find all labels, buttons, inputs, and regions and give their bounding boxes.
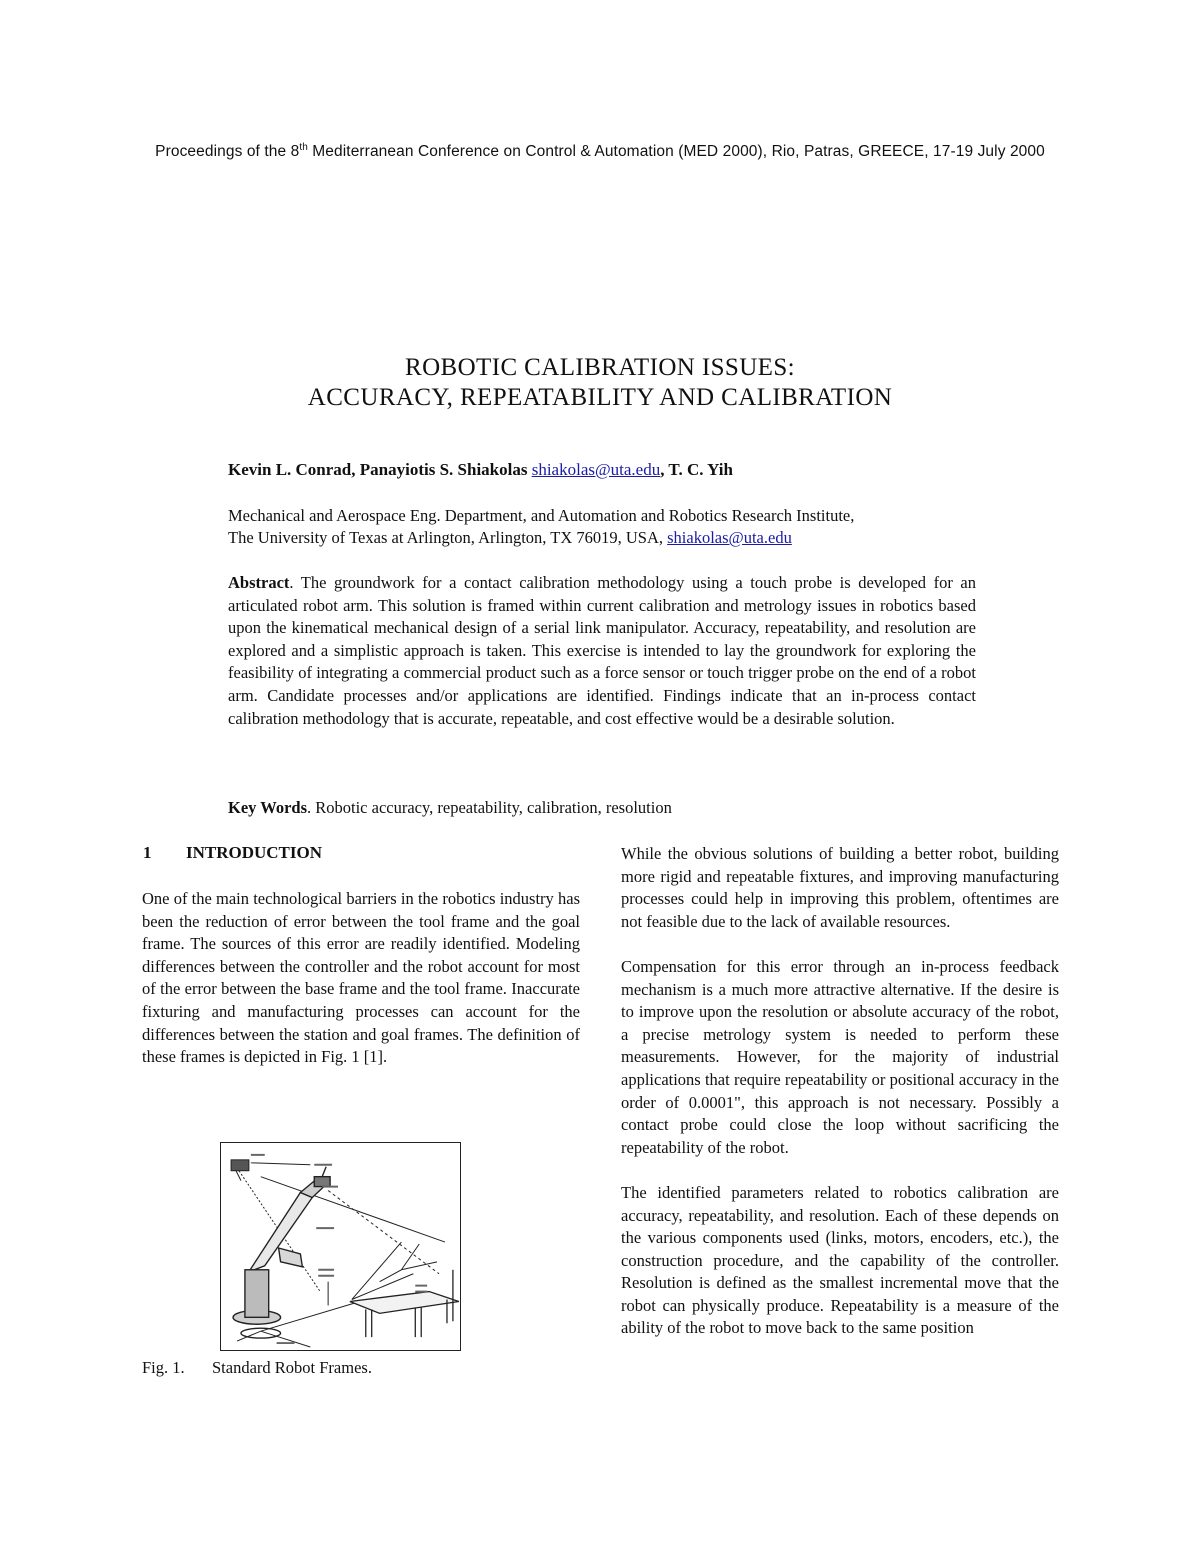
right-column [621,843,1059,1363]
section-title: INTRODUCTION [186,843,323,862]
intro-paragraph-2: While the obvious solutions of building a better robot, building more rigid and repeatable fixtures, and improving manufacturing processes could help in improving this problem, oftentimes are not feasible due to the lack of available resources. [621,844,1059,931]
running-head-end: Mediterranean Conference on Control & Automation (MED 2000), Rio, Patras, GREECE, 17-19 July 2000 [307,143,1045,161]
sight-line-dashed [328,1191,439,1274]
intro-paragraph-3: Compensation for this error through an in-process feedback mechanism is a much more attractive alternative. If the desire is to improve upon the resolution or absolute accuracy of the robot, a precise metrology system is needed to perform these measurements. However, for the majority of industrial applications that require repeatability or positional accuracy in the order of 0.0001", this approach is not necessary. Possibly a contact probe could close the loop without sacrificing the repeatability of the robot. [621,956,1059,1157]
paper-title-line-1: ROBOTIC CALIBRATION ISSUES: [405,354,795,381]
running-head-superscript: th [299,142,308,153]
author-names: Kevin L. Conrad, Panayiotis S. Shiakolas [228,460,532,479]
intro-paragraph-1: One of the main technological barriers in the robotics industry has been the reduction of error between the tool frame and the goal frame. The sources of this error are readily identified. Modeling differences between the controller and the robot account for most of the error between the base frame and the tool frame. Inaccurate fixturing and manufacturing processes can account for the differences between the station and goal frames. The definition of these frames is depicted in Fig. 1 [1]. [142,889,580,1067]
running-head [0,142,1200,161]
author-names-tail: , T. C. Yih [660,460,733,479]
abstract-text: . The groundwork for a contact calibration methodology using a touch probe is developed for an articulated robot arm. This solution is framed within current calibration and metrology issues in robotics based upon the kinematical mechanical design of a serial link manipulator. Accuracy, repeatability, and resolution are explored and a simplistic approach is taken. This exercise is intended to lay the groundwork for exploring the feasibility of integrating a commercial product such as a force sensor or touch trigger probe on the end of a robot arm. Candidate processes and/or applications are identified. Findings indicate that an in-process contact calibration methodology that is accurate, repeatable, and cost effective would be a desirable solution. [228,573,976,728]
keywords-text: . Robotic accuracy, repeatability, calibration, resolution [307,798,672,817]
robot-arm-icon [233,1167,330,1338]
abstract-label: Abstract [228,573,290,592]
abstract [228,572,976,730]
figure-1-robot-frames [220,1142,461,1351]
paper-title-line-2: ACCURACY, REPEATABILITY AND CALIBRATION [307,384,893,411]
keywords-label: Key Words [228,798,307,817]
affiliation-address: The University of Texas at Arlington, Arlington, TX 76019, USA, [228,528,668,547]
author-email-link[interactable]: shiakolas@uta.edu [531,460,661,479]
camera-icon [231,1160,249,1181]
section-heading [143,843,322,863]
left-column [142,888,580,1091]
leader-line [251,1163,310,1165]
keywords [228,798,672,818]
figure-caption-text: Standard Robot Frames. [212,1358,372,1377]
affiliation-email-link[interactable]: shiakolas@uta.edu [667,528,792,547]
intro-paragraph-4: The identified parameters related to robotics calibration are accuracy, repeatability, and resolution. Each of these depends on the various components used (links, motors, encoders, etc.), the construction procedure, and the capability of the controller. Resolution is defined as the smallest incremental move that the robot can physically produce. Repeatability is a measure of the ability of the robot to move back to the same position [621,1182,1059,1338]
author-list [228,460,733,480]
robot-frames-drawing [221,1143,460,1350]
station-table-icon [350,1270,459,1337]
affiliation-line-1: Mechanical and Aerospace Eng. Department, and Automation and Robotics Research Institute, [228,506,855,525]
running-head-start: Proceedings of the 8 [155,143,300,161]
affiliation-line-2 [228,528,792,548]
figure-label: Fig. 1. [142,1358,185,1377]
section-number: 1 [143,843,152,862]
figure-1-caption [142,1358,372,1378]
